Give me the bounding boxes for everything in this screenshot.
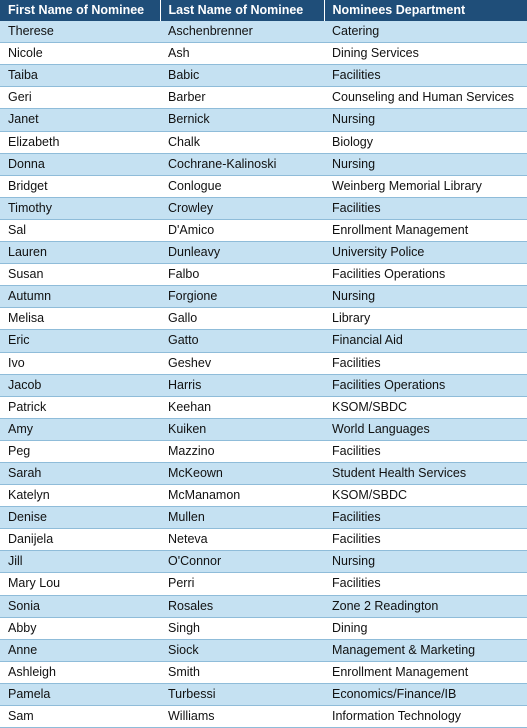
header-first-name: First Name of Nominee xyxy=(0,0,160,21)
department-cell: Facilities xyxy=(324,440,527,462)
table-row xyxy=(0,529,527,551)
table-row xyxy=(0,308,527,330)
first-name-cell: Sam xyxy=(0,706,160,728)
last-name-cell: Siock xyxy=(160,639,324,661)
table-row xyxy=(0,683,527,705)
department-cell: Facilities xyxy=(324,197,527,219)
department-cell: Counseling and Human Services xyxy=(324,87,527,109)
first-name-cell: Ivo xyxy=(0,352,160,374)
table-row xyxy=(0,65,527,87)
last-name-cell: Turbessi xyxy=(160,683,324,705)
last-name-cell: Aschenbrenner xyxy=(160,21,324,43)
last-name-cell: Babic xyxy=(160,65,324,87)
department-cell: Library xyxy=(324,308,527,330)
table-row xyxy=(0,264,527,286)
first-name-cell: Sal xyxy=(0,219,160,241)
department-cell: KSOM/SBDC xyxy=(324,485,527,507)
table-row xyxy=(0,219,527,241)
last-name-cell: McManamon xyxy=(160,485,324,507)
first-name-cell: Eric xyxy=(0,330,160,352)
first-name-cell: Lauren xyxy=(0,242,160,264)
department-cell: University Police xyxy=(324,242,527,264)
department-cell: Facilities xyxy=(324,65,527,87)
table-header xyxy=(0,0,527,21)
first-name-cell: Sonia xyxy=(0,595,160,617)
department-cell: Economics/Finance/IB xyxy=(324,683,527,705)
last-name-cell: Smith xyxy=(160,661,324,683)
first-name-cell: Ashleigh xyxy=(0,661,160,683)
table-row xyxy=(0,242,527,264)
first-name-cell: Mary Lou xyxy=(0,573,160,595)
department-cell: Biology xyxy=(324,131,527,153)
department-cell: Nursing xyxy=(324,109,527,131)
first-name-cell: Melisa xyxy=(0,308,160,330)
table-row xyxy=(0,551,527,573)
table-row xyxy=(0,462,527,484)
department-cell: Facilities xyxy=(324,352,527,374)
last-name-cell: Mazzino xyxy=(160,440,324,462)
table-row xyxy=(0,706,527,728)
first-name-cell: Peg xyxy=(0,440,160,462)
department-cell: Student Health Services xyxy=(324,462,527,484)
table-row xyxy=(0,507,527,529)
first-name-cell: Janet xyxy=(0,109,160,131)
last-name-cell: Williams xyxy=(160,706,324,728)
first-name-cell: Bridget xyxy=(0,175,160,197)
first-name-cell: Patrick xyxy=(0,396,160,418)
table-row xyxy=(0,595,527,617)
department-cell: Enrollment Management xyxy=(324,219,527,241)
department-cell: Information Technology xyxy=(324,706,527,728)
header-department: Nominees Department xyxy=(324,0,527,21)
table-row xyxy=(0,153,527,175)
department-cell: Facilities Operations xyxy=(324,264,527,286)
header-last-name: Last Name of Nominee xyxy=(160,0,324,21)
table-row xyxy=(0,485,527,507)
first-name-cell: Amy xyxy=(0,418,160,440)
first-name-cell: Nicole xyxy=(0,43,160,65)
table-row xyxy=(0,197,527,219)
department-cell: Dining Services xyxy=(324,43,527,65)
last-name-cell: McKeown xyxy=(160,462,324,484)
last-name-cell: Singh xyxy=(160,617,324,639)
department-cell: Financial Aid xyxy=(324,330,527,352)
department-cell: Facilities xyxy=(324,529,527,551)
last-name-cell: Ash xyxy=(160,43,324,65)
first-name-cell: Jill xyxy=(0,551,160,573)
table-row xyxy=(0,617,527,639)
table-row xyxy=(0,21,527,43)
last-name-cell: Neteva xyxy=(160,529,324,551)
table-row xyxy=(0,639,527,661)
last-name-cell: Conlogue xyxy=(160,175,324,197)
first-name-cell: Timothy xyxy=(0,197,160,219)
first-name-cell: Jacob xyxy=(0,374,160,396)
table-body xyxy=(0,21,527,728)
first-name-cell: Katelyn xyxy=(0,485,160,507)
first-name-cell: Taiba xyxy=(0,65,160,87)
department-cell: Management & Marketing xyxy=(324,639,527,661)
table-row xyxy=(0,175,527,197)
table-row xyxy=(0,440,527,462)
last-name-cell: Keehan xyxy=(160,396,324,418)
last-name-cell: Kuiken xyxy=(160,418,324,440)
department-cell: Catering xyxy=(324,21,527,43)
first-name-cell: Anne xyxy=(0,639,160,661)
department-cell: Nursing xyxy=(324,286,527,308)
header-row xyxy=(0,0,527,21)
last-name-cell: Harris xyxy=(160,374,324,396)
last-name-cell: Falbo xyxy=(160,264,324,286)
last-name-cell: Gallo xyxy=(160,308,324,330)
first-name-cell: Susan xyxy=(0,264,160,286)
last-name-cell: D'Amico xyxy=(160,219,324,241)
table-row xyxy=(0,131,527,153)
table-row xyxy=(0,286,527,308)
table-row xyxy=(0,352,527,374)
department-cell: Nursing xyxy=(324,551,527,573)
last-name-cell: Bernick xyxy=(160,109,324,131)
last-name-cell: Perri xyxy=(160,573,324,595)
first-name-cell: Autumn xyxy=(0,286,160,308)
last-name-cell: Rosales xyxy=(160,595,324,617)
table-row xyxy=(0,87,527,109)
last-name-cell: Crowley xyxy=(160,197,324,219)
first-name-cell: Pamela xyxy=(0,683,160,705)
first-name-cell: Donna xyxy=(0,153,160,175)
department-cell: Facilities xyxy=(324,573,527,595)
first-name-cell: Denise xyxy=(0,507,160,529)
table-row xyxy=(0,418,527,440)
table-row xyxy=(0,374,527,396)
department-cell: World Languages xyxy=(324,418,527,440)
department-cell: Weinberg Memorial Library xyxy=(324,175,527,197)
department-cell: Facilities Operations xyxy=(324,374,527,396)
first-name-cell: Danijela xyxy=(0,529,160,551)
last-name-cell: Cochrane-Kalinoski xyxy=(160,153,324,175)
last-name-cell: Gatto xyxy=(160,330,324,352)
first-name-cell: Geri xyxy=(0,87,160,109)
last-name-cell: Chalk xyxy=(160,131,324,153)
department-cell: Nursing xyxy=(324,153,527,175)
last-name-cell: O'Connor xyxy=(160,551,324,573)
table-row xyxy=(0,43,527,65)
first-name-cell: Elizabeth xyxy=(0,131,160,153)
first-name-cell: Sarah xyxy=(0,462,160,484)
last-name-cell: Dunleavy xyxy=(160,242,324,264)
department-cell: Dining xyxy=(324,617,527,639)
table-row xyxy=(0,573,527,595)
last-name-cell: Forgione xyxy=(160,286,324,308)
table-row xyxy=(0,330,527,352)
first-name-cell: Therese xyxy=(0,21,160,43)
last-name-cell: Mullen xyxy=(160,507,324,529)
first-name-cell: Abby xyxy=(0,617,160,639)
department-cell: Enrollment Management xyxy=(324,661,527,683)
department-cell: KSOM/SBDC xyxy=(324,396,527,418)
table-row xyxy=(0,396,527,418)
last-name-cell: Barber xyxy=(160,87,324,109)
department-cell: Zone 2 Readington xyxy=(324,595,527,617)
last-name-cell: Geshev xyxy=(160,352,324,374)
table-row xyxy=(0,109,527,131)
table-row xyxy=(0,661,527,683)
department-cell: Facilities xyxy=(324,507,527,529)
